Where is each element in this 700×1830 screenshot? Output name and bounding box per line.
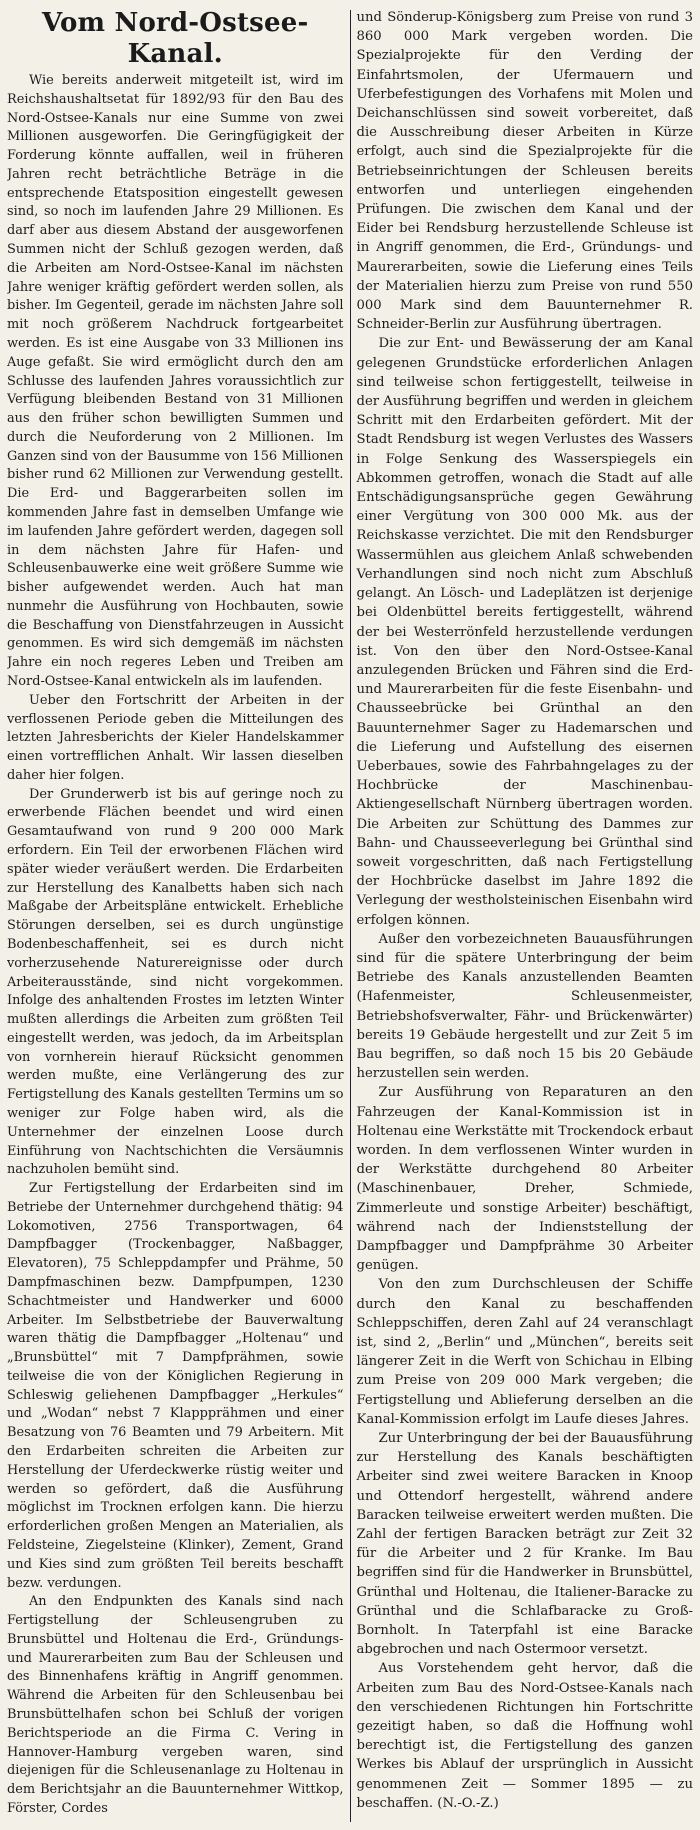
article-title: Vom Nord-Ostsee-Kanal. [42, 8, 309, 69]
paragraph: Zur Ausführung von Reparaturen an den Fahrzeugen der Kanal-Kommission ist in Holtenau eine Werkstätte mit Trockendock erbaut worden. In dem verflossenen Winter wurden in der Werkstätte durchgehend 80 Arbeiter (Maschinenbauer, Dreher, Schmiede, Zimmerleute und sonstige Arbeiter) beschäftigt, während nach der Indienststellung der Dampfbagger und Dampfprähme 30 Arbeiter genügen. [356, 1085, 693, 1274]
article-columns [7, 8, 693, 1824]
paragraph: Zur Fertigstellung der Erdarbeiten sind im Betriebe der Unternehmer durchgehend thätig: 94 Lokomotiven, 2756 Transportwagen, 64 Dampfbagger (Trockenbagger, Naßbagger, Elevatoren), 75 Schleppdampfer und Prähme, 50 Dampfmaschinen bezw. Dampfpumpen, 1230 Schachtmeister und Handwerker und 6000 Arbeiter. Im Selbstbetriebe der Bauverwaltung waren thätig die Dampfbagger „Holtenau“ und „Brunsbüttel“ mit 7 Dampfprähmen, sowie teilweise die von der Königlichen Regierung in Schleswig geliehenen Dampfbagger „Herkules“ und „Wodan“ nebst 7 Klappprähmen und einer Besatzung von 76 Beamten und 79 Arbeitern. Mit den Erdarbeiten schreiten die Arbeiten zur Herstellung der Uferdeckwerke rüstig weiter und werden so gefördert, daß die Ausführung möglichst im Trocknen erfolgen kann. Die hierzu erforderlichen großen Mengen an Materialien, als Feldsteine, Ziegelsteine (Klinker), Zement, Grand und Kies sind zum größten Teil bereits beschafft bezw. verdungen. [7, 1181, 344, 1591]
paragraph: Wie bereits anderweit mitgeteilt ist, wird im Reichshaushaltsetat für 1892/93 für den Bau des Nord-Ostsee-Kanals nur eine Summe von zwei Millionen ausgeworfen. Die Geringfügigkeit der Forderung könnte auffallen, weil in früheren Jahren recht beträchtliche Beträge in die entsprechende Etatsposition eingestellt gewesen sind, so noch im laufenden Jahre 29 Millionen. Es darf aber aus diesem Abstand der ausgeworfenen Summen nicht der Schluß gezogen werden, daß die Arbeiten am Nord-Ostsee-Kanal im nächsten Jahre weniger kräftig gefördert werden sollen, als bisher. Im Gegenteil, gerade im nächsten Jahre soll mit noch größerem Nachdruck fortgearbeitet werden. Es ist eine Ausgabe von 33 Millionen ins Auge gefaßt. Sie wird ermöglicht durch den am Schlusse des laufenden Jahres voraussichtlich zur Verfügung bleibenden Bestand von 31 Millionen aus den früher schon bewilligten Summen und durch die Neuforderung von 2 Millionen. Im Ganzen sind von der Bausumme von 156 Millionen bisher rund 62 Millionen zur Verwendung gestellt. Die Erd- und Baggerarbeiten sollen im kommenden Jahre fast in demselben Umfange wie im laufenden Jahre gefördert werden, dagegen soll in dem nächsten Jahre für Hafen- und Schleusenbauwerke eine weit größere Summe wie bisher aufgewendet werden. Auch hat man nunmehr die Ausführung von Hochbauten, sowie die Beschaffung von Dienstfahrzeugen in Aussicht genommen. Es wird sich demgemäß im nächsten Jahre ein noch regeres Leben und Treiben am Nord-Ostsee-Kanal entwickeln als im laufenden. [7, 73, 344, 689]
paragraph: An den Endpunkten des Kanals sind nach Fertigstellung der Schleusengruben zu Brunsbüttel und Holtenau die Erd-, Gründungs- und Maurerarbeiten zum Bau der Schleusen und des Binnenhafens kräftig in Angriff genommen. Während die Arbeiten für den Schleusenbau bei Brunsbüttelhafen schon bei Schluß der vorigen Berichtsperiode an die Firma C. Vering in Hannover-Hamburg vergeben waren, sind diejenigen für die Schleusenanlage zu Holtenau in dem Berichtsjahr an die Bauunternehmer Wittkop, Förster, Cordes [7, 1594, 344, 1816]
paragraph: Von den zum Durchschleusen der Schiffe durch den Kanal zu beschaffenden Schleppschiffen, deren Zahl auf 24 veranschlagt ist, sind 2, „Berlin“ und „München“, bereits seit längerer Zeit in die Werft von Schichau in Elbing zum Preise von 209 000 Mark vergeben; die Fertigstellung und Ablieferung derselben an die Kanal-Kommission erfolgt im Laufe dieses Jahres. [356, 1277, 693, 1427]
left-column [7, 8, 350, 1824]
paragraph: Aus Vorstehendem geht hervor, daß die Arbeiten zum Bau des Nord-Ostsee-Kanals nach den verschiedenen Richtungen hin Fortschritte gezeitigt haben, so daß die Hoffnung wohl berechtigt ist, die Fertigstellung des ganzen Werkes bis Ablauf der ursprünglich in Aussicht genommenen Zeit — Sommer 1895 — zu beschaffen. (N.-O.-Z.) [356, 1661, 693, 1811]
paragraph: Ueber den Fortschritt der Arbeiten in der verflossenen Periode geben die Mitteilungen des letzten Jahresberichts der Kieler Handelskammer einen vortrefflichen Anhalt. Wir lassen dieselben daher hier folgen. [7, 692, 344, 783]
paragraph: Die zur Ent- und Bewässerung der am Kanal gelegenen Grundstücke erforderlichen Anlagen sind teilweise schon fertiggestellt, teilweise in der Ausführung begriffen und werden in gleichem Schritt mit den Erdarbeiten gefördert. Mit der Stadt Rendsburg ist wegen Verlustes des Wassers in Folge Senkung des Wasserspiegels ein Abkommen getroffen, wonach die Stadt auf alle Entschädigungsansprüche gegen Gewährung einer Vergütung von 300 000 Mk. aus der Reichskasse verzichtet. Die mit den Rendsburger Wassermühlen aus gleichem Anlaß schwebenden Verhandlungen sind noch nicht zum Abschluß gelangt. An Lösch- und Ladeplätzen ist derjenige bei Oldenbüttel bereits fertiggestellt, während der bei Westerrönfeld herzustellende verdungen ist. Von den über den Nord-Ostsee-Kanal anzulegenden Brücken und Fähren sind die Erd- und Maurerarbeiten für die feste Eisenbahn- und Chausseebrücke bei Grünthal an den Bauunternehmer Sager zu Hademarschen und die Lieferung und Aufstellung des eisernen Ueberbaues, sowie des Fahrbahngelages zu der Hochbrücke der Maschinenbau-Aktiengesellschaft Nürnberg übertragen worden. Die Arbeiten zur Schüttung des Dammes zur Bahn- und Chausseeverlegung bei Grünthal sind soweit vorgeschritten, daß nach Fertigstellung der Hochbrücke daselbst im Jahre 1892 die Verlegung der westholsteinischen Eisenbahn wird erfolgen können. [356, 336, 693, 928]
paragraph: Außer den vorbezeichneten Bauausführungen sind für die spätere Unterbringung der beim Betriebe des Kanals anzustellenden Beamten (Hafenmeister, Schleusenmeister, Betriebshofsverwalter, Fähr- und Brückenwärter) bereits 19 Gebäude hergestellt und zur Zeit 5 im Bau begriffen, so daß noch 15 bis 20 Gebäude herzustellen sein werden. [356, 931, 693, 1082]
right-column [351, 8, 694, 1824]
paragraph-continued: und Sönderup-Königsberg zum Preise von rund 3 860 000 Mark vergeben worden. Die Spezialprojekte für den Verding der Einfahrtsmolen, der Ufermauern und Uferbefestigungen des Vorhafens mit Molen und Deichanschlüssen sind soweit vorbereitet, daß die Ausschreibung dieser Arbeiten in Kürze erfolgt, auch sind die Spezialprojekte für die Betriebseinrichtungen der Schleusen bereits entworfen und unterliegen eingehenden Prüfungen. Die zwischen dem Kanal und der Eider bei Rendsburg herzustellende Schleuse ist in Angriff genommen, die Erd-, Gründungs- und Maurerarbeiten, sowie die Lieferung eines Teils der Materialien hierzu zum Preise von rund 550 000 Mark sind dem Bauunternehmer R. Schneider-Berlin zur Ausführung übertragen. [356, 10, 693, 333]
paragraph: Der Grunderwerb ist bis auf geringe noch zu erwerbende Flächen beendet und wird einen Gesamtaufwand von rund 9 200 000 Mark erfordern. Ein Teil der erworbenen Flächen wird später wieder veräußert werden. Die Erdarbeiten zur Herstellung des Kanalbetts haben sich nach Maßgabe der Arbeitspläne entwickelt. Erhebliche Störungen derselben, sei es durch ungünstige Bodenbeschaffenheit, sei es durch nicht vorherzusehende Naturereignisse oder durch Arbeiterausstände, sind nicht vorgekommen. Infolge des anhaltenden Frostes im letzten Winter mußten allerdings die Arbeiten zum größten Teil eingestellt werden, was jedoch, da im Arbeitsplan von vornherein hierauf Rücksicht genommen werden mußte, eine Verlängerung des zur Fertigstellung des Kanals gestellten Termins um so weniger zur Folge haben wird, als die Unternehmer der einzelnen Loose durch Einführung von Nachtschichten die Versäumnis nachzuholen bemüht sind. [7, 786, 344, 1178]
paragraph: Zur Unterbringung der bei der Bauausführung zur Herstellung des Kanals beschäftigten Arbeiter sind zwei weitere Baracken in Knoop und Ottendorf hergestellt, während andere Baracken teilweise erweitert werden mußten. Die Zahl der fertigen Baracken beträgt zur Zeit 32 für die Arbeiter und 2 für Kranke. Im Bau begriffen sind für die Handwerker in Brunsbüttel, Grünthal und Holtenau, die Italiener-Baracke zu Grünthal und die Schlafbaracke zu Groß-Bornholt. In Taterpfahl ist eine Baracke abgebrochen und nach Ostermoor versetzt. [356, 1431, 693, 1658]
